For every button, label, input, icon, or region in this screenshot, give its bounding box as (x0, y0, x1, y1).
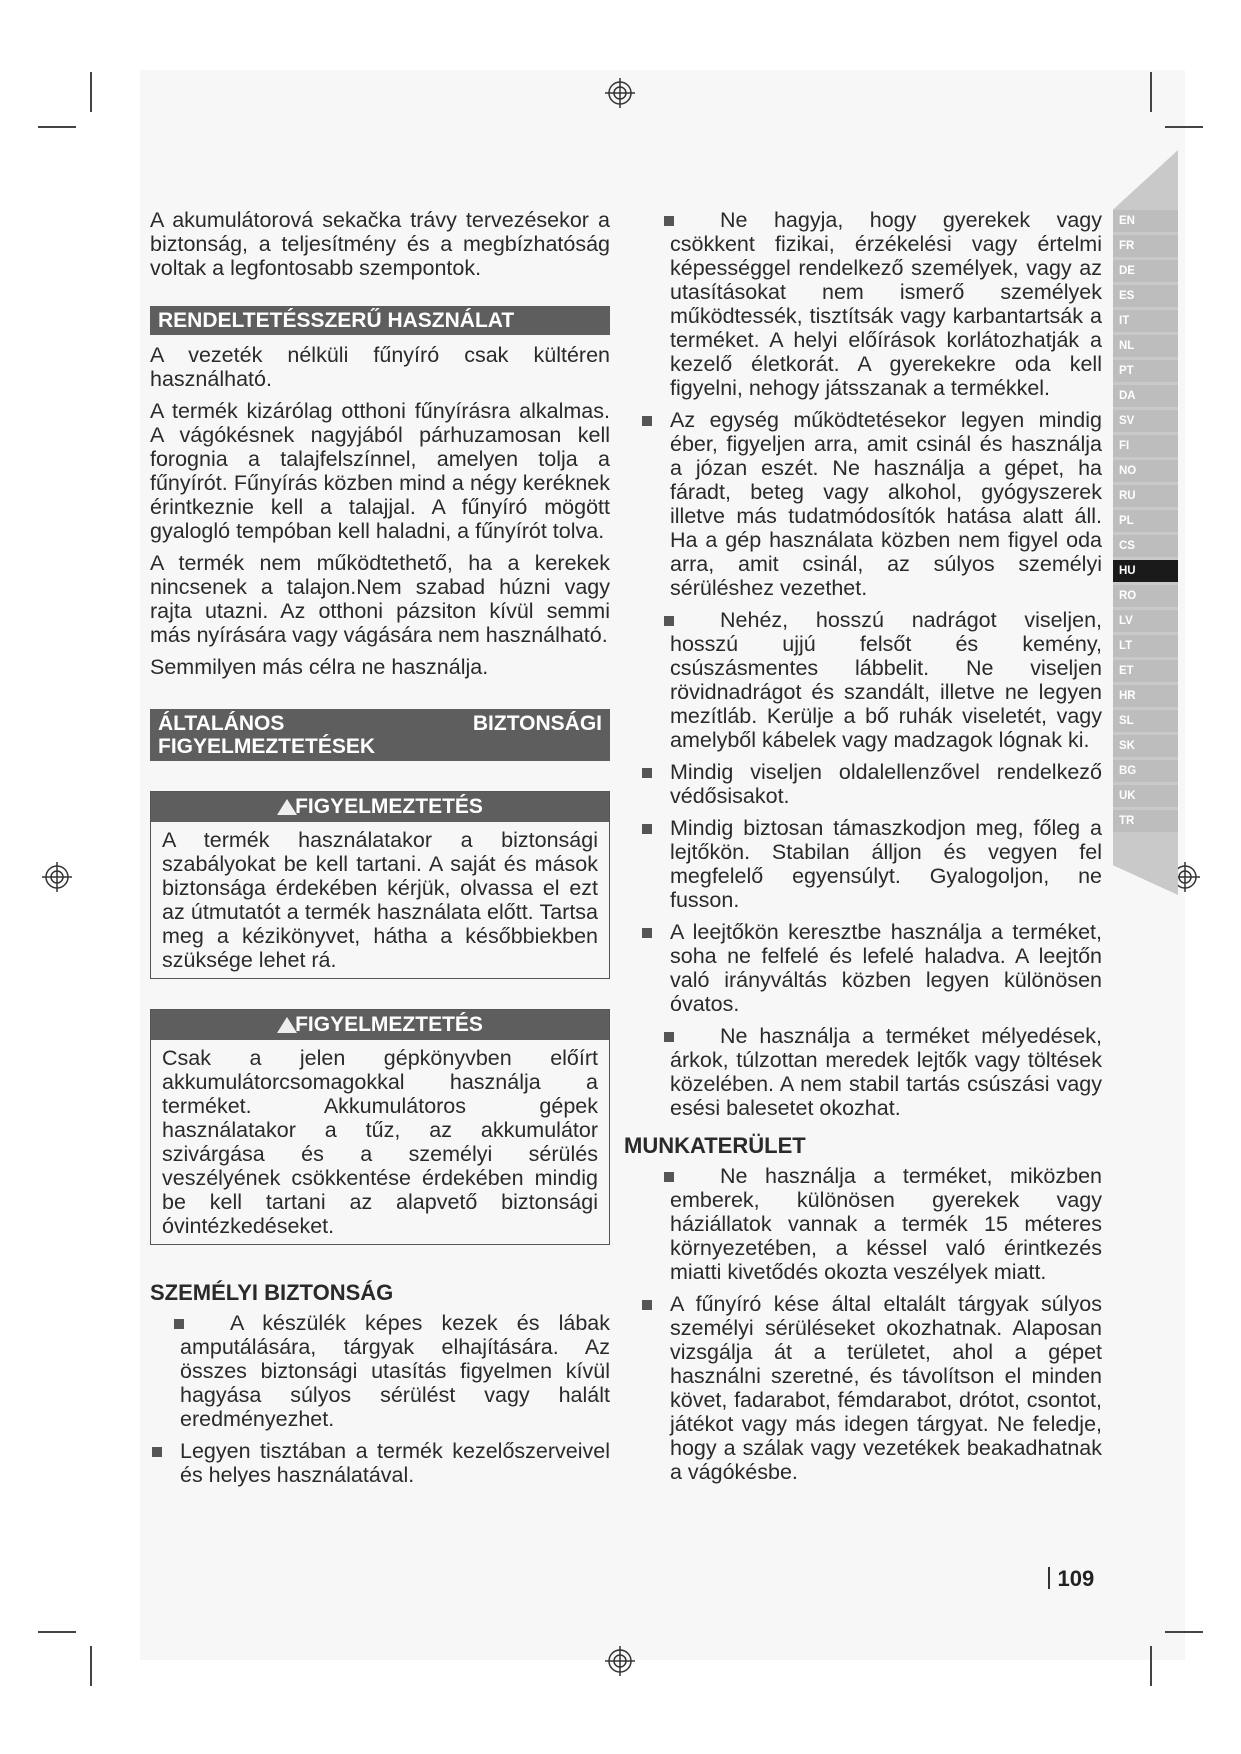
language-tab-tr[interactable]: TR (1113, 810, 1178, 832)
language-tab-uk[interactable]: UK (1113, 785, 1178, 807)
paragraph: A termék kizárólag otthoni fűnyírásra alkalmas. A vágókésnek nagyjából párhuzamosan kell forognia a talajfelszínnel, amelyen tolja a fűnyírót. Fűnyírás közben mind a négy keréknek érintkeznie kell a talajjal. A fűnyíró mögött gyalogló tempóban kell haladni, a fűnyírót tolva. (150, 399, 610, 543)
language-tab-es[interactable]: ES (1113, 285, 1178, 307)
warning-title: FIGYELMEZTETÉS (295, 1013, 483, 1036)
bullet-square-icon (642, 416, 652, 426)
language-tab-pl[interactable]: PL (1113, 510, 1178, 532)
language-tab-list (1113, 210, 1178, 835)
language-tab-da[interactable]: DA (1113, 385, 1178, 407)
bullet-item: Ne használja a terméket mélyedések, árkok, túlzottan meredek lejtők vagy töltések közelében. A nem stabil tartás csúszási vagy esési balesetet okozhat. (640, 1024, 1102, 1120)
page-number-divider (1048, 1567, 1050, 1589)
bullet-item: Legyen tisztában a termék kezelőszerveivel és helyes használatával. (150, 1439, 610, 1487)
registration-mark-icon (605, 78, 635, 108)
registration-mark-icon (605, 1646, 635, 1676)
bullet-square-icon (642, 928, 652, 938)
language-tab-lt[interactable]: LT (1113, 635, 1178, 657)
crop-mark (38, 126, 76, 128)
warning-header (151, 792, 609, 822)
bullet-square-icon (642, 768, 652, 778)
language-tab-ro[interactable]: RO (1113, 585, 1178, 607)
right-column (624, 208, 1102, 1492)
language-tab-bg[interactable]: BG (1113, 760, 1178, 782)
language-tab-hr[interactable]: HR (1113, 685, 1178, 707)
language-tab-sk[interactable]: SK (1113, 735, 1178, 757)
crop-mark (90, 1646, 92, 1686)
language-tab-cs[interactable]: CS (1113, 535, 1178, 557)
section-heading-general-safety: ÁLTALÁNOS BIZTONSÁGI FIGYELMEZTETÉSEK (150, 709, 610, 761)
crop-mark (1165, 1631, 1203, 1633)
subheading-personal-safety: SZEMÉLYI BIZTONSÁG (150, 1280, 394, 1305)
page-number: 109 (1048, 1566, 1094, 1592)
crop-mark (1165, 126, 1203, 128)
subheading-work-area: MUNKATERÜLET (624, 1133, 806, 1158)
language-tab-no[interactable]: NO (1113, 460, 1178, 482)
crop-mark (1150, 72, 1152, 112)
bullet-square-icon (642, 1300, 652, 1310)
bullet-item: A fűnyíró kése által eltalált tárgyak súlyos személyi sérüléseket okozhatnak. Alaposan vizsgálja át a területet, ahol a gépet használni szeretné, és távolítson el minden követ, fadarabot, fémdarabot, drótot, csontot, játékot vagy más idegen tárgyat. Ne feledje, hogy a szálak vagy vezetékek beakadhatnak a vágókésbe. (640, 1292, 1102, 1484)
bullet-square-icon (642, 824, 652, 834)
bullet-item: A leejtőkön keresztbe használja a terméket, soha ne felfelé és lefelé haladva. A leejtőn való irányváltás közben legyen különösen óvatos. (640, 920, 1102, 1016)
language-tab-pt[interactable]: PT (1113, 360, 1178, 382)
bullet-item: Az egység működtetésekor legyen mindig éber, figyeljen arra, amit csinál és használja a józan eszét. Ne használja a gépet, ha fáradt, beteg vagy alkohol, gyógyszerek illetve más tudatmódosítók hatása alatt áll. Ha a gép használata közben nem figyel oda arra, amit csinál, az súlyos személyi sérüléshez vezethet. (640, 408, 1102, 600)
paragraph: A termék nem működtethető, ha a kerekek nincsenek a talajon.Nem szabad húzni vagy rajta utazni. Az otthoni pázsiton kívül semmi más nyírására vagy vágására nem használható. (150, 551, 610, 647)
registration-mark-icon (42, 862, 72, 892)
warning-body: Csak a jelen gépkönyvben előírt akkumulátorcsomagokkal használja a terméket. Akkumulátoros gépek használatakor a tűz, az akkumulátor szivárgása és a személyi sérülés veszélyének csökkentése érdekében mindig be kell tartani az alapvető biztonsági óvintézkedéseket. (162, 1046, 598, 1238)
paragraph: Semmilyen más célra ne használja. (150, 655, 489, 679)
language-tab-fr[interactable]: FR (1113, 235, 1178, 257)
bullet-square-icon (664, 616, 674, 626)
bullet-item: Ne hagyja, hogy gyerekek vagy csökkent fizikai, érzékelési vagy értelmi képességgel rendelkező személyek, vagy az utasításokat nem ismerő személyek működtessék, tisztítsák vagy karbantartsák a terméket. A helyi előírások korlátozhatják a kezelő életkorát. A gyerekekre oda kell figyelni, nehogy játsszanak a termékkel. (640, 208, 1102, 400)
bullet-square-icon (664, 1172, 674, 1182)
bullet-item: Nehéz, hosszú nadrágot viseljen, hosszú ujjú felsőt és kemény, csúszásmentes lábbelit. Ne viseljen rövidnadrágot és szandált, illetve ne legyen mezítláb. Kerülje a bő ruhák viseletét, vagy amelyből kábelek vagy madzagok lógnak ki. (640, 608, 1102, 752)
intro-paragraph: A akumulátorová sekačka trávy tervezésekor a biztonság, a teljesítmény és a megbízhatóság voltak a legfontosabb szempontok. (150, 208, 610, 280)
bullet-item: Ne használja a terméket, miközben emberek, különösen gyerekek vagy háziállatok vannak a termék 15 méteres környezetében, a késsel való érintkezés miatti kivetődés okozta veszélyek miatt. (640, 1164, 1102, 1284)
bullet-item: Mindig viseljen oldalellenzővel rendelkező védősisakot. (640, 760, 1102, 808)
crop-mark (1150, 1646, 1152, 1686)
language-tab-et[interactable]: ET (1113, 660, 1178, 682)
crop-mark (90, 72, 92, 112)
language-tabs (1113, 150, 1178, 895)
language-tab-hu[interactable]: HU (1113, 560, 1178, 582)
bullet-square-icon (152, 1447, 162, 1457)
bullet-square-icon (664, 1032, 674, 1042)
warning-header (151, 1010, 609, 1040)
language-tab-en[interactable]: EN (1113, 210, 1178, 232)
language-tab-ru[interactable]: RU (1113, 485, 1178, 507)
warning-body: A termék használatakor a biztonsági szabályokat be kell tartani. A saját és mások biztonsága érdekében kérjük, olvassa el ezt az útmutatót a termék használata előtt. Tartsa meg a kézikönyvet, hátha a későbbiekben szüksége lehet rá. (162, 828, 598, 972)
language-tab-it[interactable]: IT (1113, 310, 1178, 332)
language-tab-sl[interactable]: SL (1113, 710, 1178, 732)
bullet-square-icon (174, 1319, 184, 1329)
language-tab-nl[interactable]: NL (1113, 335, 1178, 357)
paragraph: A vezeték nélküli fűnyíró csak kültéren használható. (150, 343, 610, 391)
bullet-square-icon (664, 216, 674, 226)
language-tab-sv[interactable]: SV (1113, 410, 1178, 432)
language-tab-fi[interactable]: FI (1113, 435, 1178, 457)
crop-mark (38, 1631, 76, 1633)
bullet-item: Mindig biztosan támaszkodjon meg, főleg a lejtőkön. Stabilan álljon és vegyen fel megfelelő egyensúlyt. Gyalogoljon, ne fusson. (640, 816, 1102, 912)
language-tab-de[interactable]: DE (1113, 260, 1178, 282)
left-column (150, 208, 610, 1495)
warning-title: FIGYELMEZTETÉS (295, 795, 483, 818)
warning-box (150, 791, 610, 979)
warning-box (150, 1009, 610, 1245)
section-heading-intended-use: RENDELTETÉSSZERŰ HASZNÁLAT (150, 306, 610, 335)
bullet-item: A készülék képes kezek és lábak amputálására, tárgyak elhajítására. Az összes biztonsági utasítás figyelmen kívül hagyása súlyos sérülést vagy halált eredményezhet. (150, 1311, 610, 1431)
language-tab-lv[interactable]: LV (1113, 610, 1178, 632)
